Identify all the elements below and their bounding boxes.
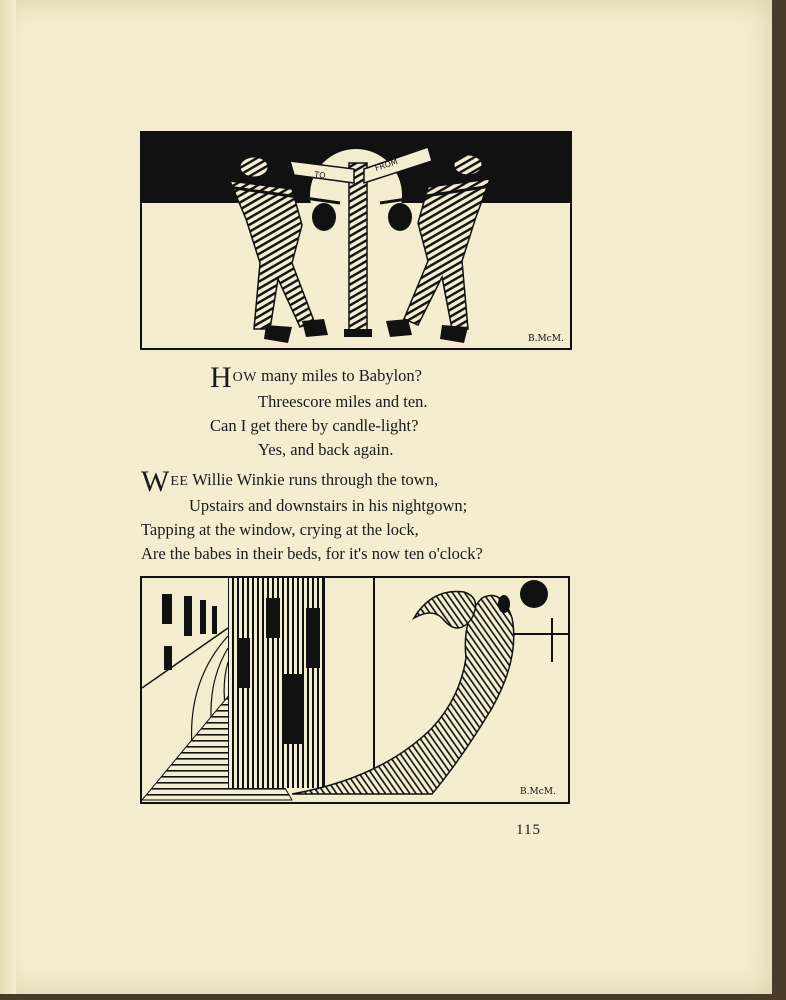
poem-babylon [210, 361, 428, 462]
poem-wee-willie-winkie [141, 465, 483, 566]
poem1-drop-cap: H [210, 361, 232, 394]
poem2-smallcaps: EE [170, 474, 189, 489]
left-bundle [312, 203, 336, 231]
poem2-line4: Are the babes in their beds, for it's now ten o'clock? [141, 544, 483, 563]
poem1-smallcaps: OW [232, 370, 257, 385]
poem2-line3: Tapping at the window, crying at the lock, [141, 520, 419, 539]
page-number: 115 [516, 822, 541, 838]
poem1-line4: Yes, and back again. [258, 440, 394, 459]
poem1-line3: Can I get there by candle-light? [210, 416, 419, 435]
poem2-line1: WEE Willie Winkie runs through the town, [141, 465, 439, 498]
nightcap [414, 592, 476, 628]
poem2-drop-cap: W [141, 465, 170, 498]
signature-bottom: B.McM. [520, 787, 556, 797]
poem1-line1: HOW many miles to Babylon? [210, 361, 422, 394]
street-drawing [142, 578, 568, 802]
candle-lamp [498, 595, 510, 613]
poem1-line2: Threescore miles and ten. [258, 392, 428, 411]
signpost [349, 163, 367, 335]
illustration-travellers-signpost [140, 131, 572, 350]
willie-winkie-figure [292, 596, 514, 795]
travellers-drawing [142, 133, 570, 348]
poem2-line2: Upstairs and downstairs in his nightgown; [189, 496, 468, 515]
sign-from-label: FROM [373, 157, 399, 173]
right-bundle [388, 203, 412, 231]
illustration-willie-winkie-street [140, 576, 570, 804]
sign-to-label: TO [313, 170, 326, 181]
signature-top: B.McM. [528, 334, 564, 344]
page-gutter [0, 0, 16, 994]
moon-dark [520, 580, 548, 608]
